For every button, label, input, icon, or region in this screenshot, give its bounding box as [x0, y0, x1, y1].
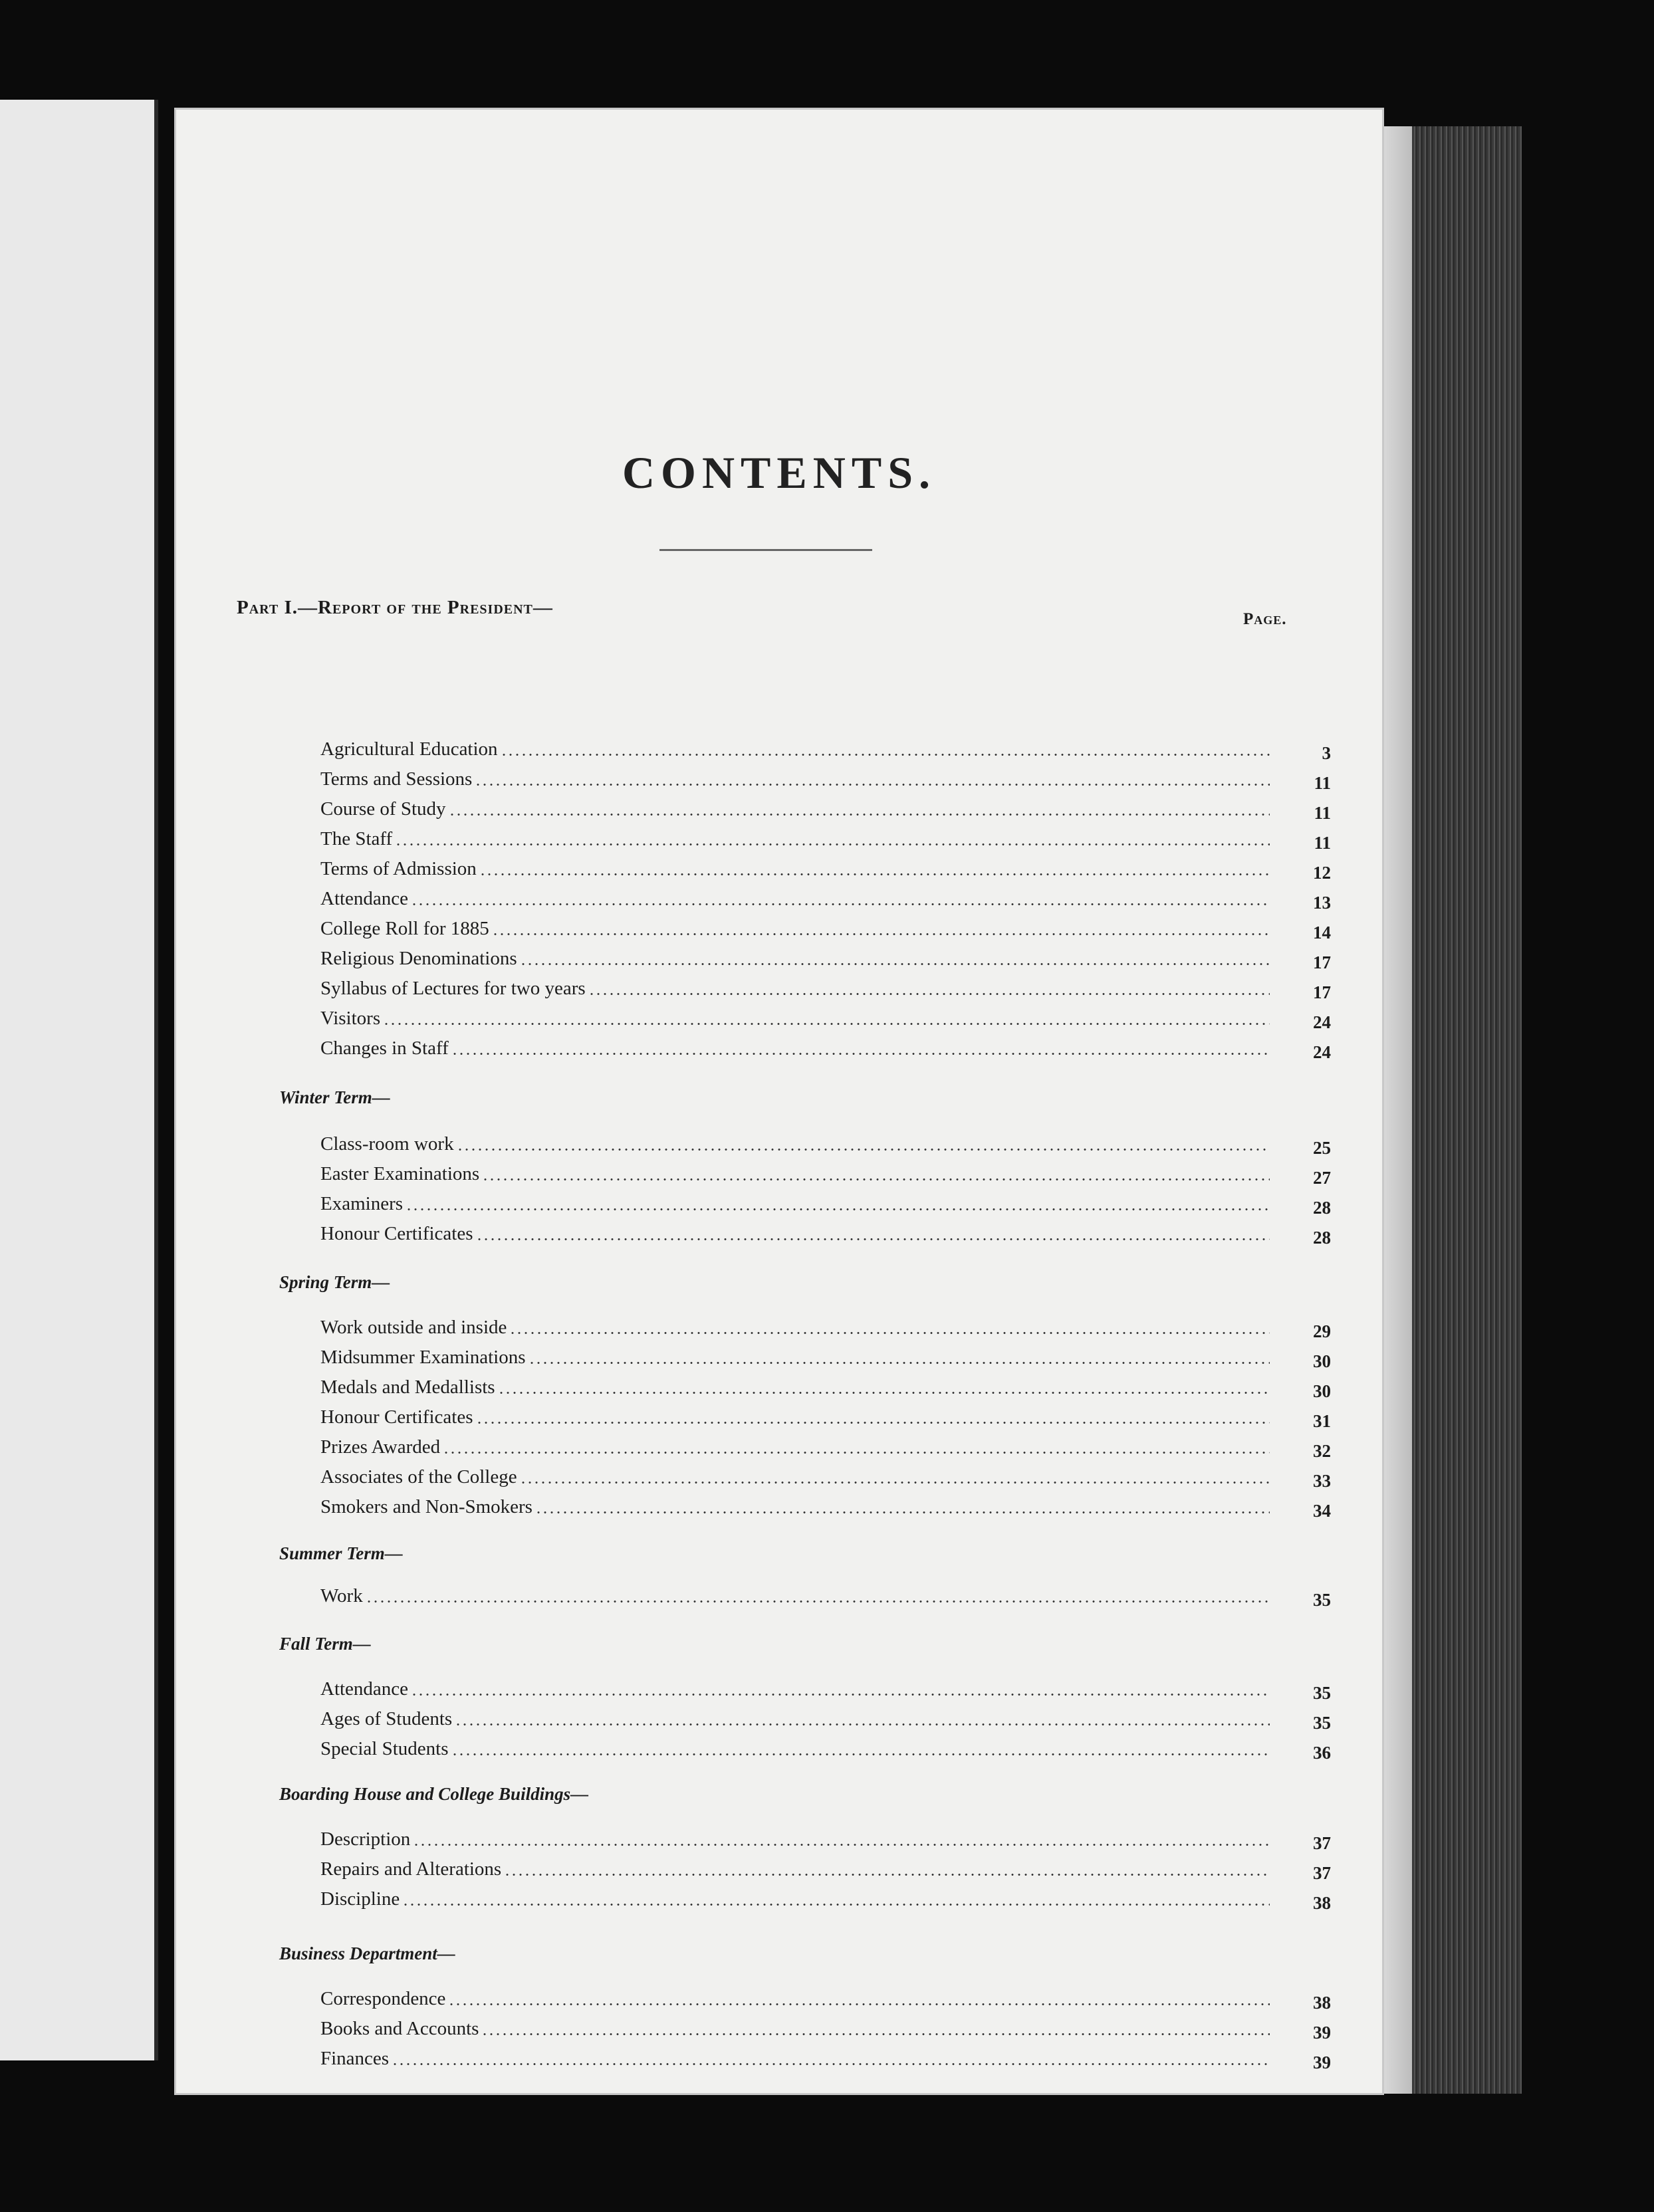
dot-leader: [509, 1332, 1270, 1334]
dot-leader: [475, 784, 1270, 786]
dot-leader: [455, 1723, 1270, 1725]
toc-page-number: 31: [1313, 1411, 1331, 1431]
toc-page-number: 28: [1313, 1198, 1331, 1218]
dot-leader: [448, 2003, 1270, 2005]
toc-entry: [320, 734, 1270, 760]
toc-entry: [320, 943, 1270, 970]
dot-leader: [482, 1178, 1270, 1180]
dot-leader: [476, 1422, 1270, 1424]
dot-leader: [492, 933, 1270, 935]
toc-entry-label: Medals and Medallists: [320, 1377, 495, 1398]
toc-entry: [320, 1674, 1270, 1700]
toc-entry-label: Work: [320, 1585, 363, 1606]
toc-entry-label: Ages of Students: [320, 1708, 453, 1729]
toc-entry-label: Agricultural Education: [320, 738, 498, 760]
toc-entry-label: Changes in Staff: [320, 1038, 449, 1059]
dot-leader: [413, 1844, 1270, 1846]
toc-page-number: 17: [1313, 952, 1331, 972]
toc-entry-label: Terms of Admission: [320, 858, 477, 879]
toc-entry-label: Repairs and Alterations: [320, 1858, 502, 1880]
toc-entry: [320, 2013, 1270, 2040]
book-fore-edge: [1412, 126, 1522, 2094]
toc-page-number: 3: [1322, 743, 1331, 763]
toc-entry-label: Examiners: [320, 1193, 404, 1214]
toc-page-number: 11: [1314, 833, 1331, 853]
toc-entry: [320, 1312, 1270, 1339]
page-column-header: Page.: [1243, 610, 1287, 628]
left-page-edge: [0, 100, 158, 2060]
dot-leader: [411, 903, 1270, 905]
dot-leader: [451, 1053, 1270, 1055]
toc-page-number: 35: [1313, 1590, 1331, 1610]
section-heading: Winter Term—: [279, 1087, 390, 1107]
page-title: CONTENTS.: [622, 447, 937, 498]
toc-entry: [320, 1402, 1270, 1428]
toc-page-number: 27: [1313, 1168, 1331, 1188]
toc-entry: [320, 764, 1270, 790]
section-heading: Fall Term—: [279, 1634, 371, 1654]
toc-entry: [320, 794, 1270, 820]
toc-entry: [320, 1432, 1270, 1458]
toc-entry: [320, 853, 1270, 880]
section-heading: Spring Term—: [279, 1272, 390, 1292]
dot-leader: [535, 1511, 1270, 1513]
toc-entry: [320, 1824, 1270, 1850]
toc-entry: [320, 1983, 1270, 2010]
toc-entry-label: College Roll for 1885: [320, 918, 489, 939]
toc-entry: [320, 2043, 1270, 2070]
toc-entry: [320, 1704, 1270, 1730]
toc-entry-label: Syllabus of Lectures for two years: [320, 978, 586, 999]
dot-leader: [443, 1452, 1270, 1454]
dot-leader: [498, 1392, 1270, 1394]
toc-entry-label: Finances: [320, 2048, 390, 2069]
toc-entry: [320, 1733, 1270, 1760]
dot-leader: [520, 963, 1270, 965]
toc-page-number: 34: [1313, 1501, 1331, 1521]
toc-page-number: 36: [1313, 1743, 1331, 1763]
toc-entry-label: Discipline: [320, 1888, 400, 1910]
toc-page-number: 35: [1313, 1683, 1331, 1703]
toc-entry: [320, 1884, 1270, 1910]
toc-page-number: 39: [1313, 2023, 1331, 2043]
dot-leader: [383, 1023, 1270, 1025]
toc-entry-label: Terms and Sessions: [320, 768, 473, 790]
toc-page-number: 14: [1313, 923, 1331, 942]
toc-entry: [320, 1033, 1270, 1059]
toc-entry: [320, 1581, 1270, 1607]
section-heading: Summer Term—: [279, 1543, 403, 1563]
toc-page-number: 13: [1313, 893, 1331, 913]
dot-leader: [588, 993, 1270, 995]
toc-page-number: 11: [1314, 773, 1331, 793]
toc-page-number: 30: [1313, 1381, 1331, 1401]
dot-leader: [520, 1482, 1270, 1484]
toc-page-number: 12: [1313, 863, 1331, 883]
dot-leader: [501, 754, 1270, 756]
toc-entry-label: Correspondence: [320, 1988, 446, 2009]
dot-leader: [406, 1208, 1270, 1210]
toc-page-number: 32: [1313, 1441, 1331, 1461]
toc-entry: [320, 1854, 1270, 1880]
dot-leader: [402, 1904, 1270, 1906]
toc-page-number: 39: [1313, 2052, 1331, 2072]
dot-leader: [504, 1874, 1270, 1876]
toc-entry: [320, 1003, 1270, 1030]
toc-entry: [320, 1462, 1270, 1488]
toc-entry-label: The Staff: [320, 828, 393, 849]
toc-entry: [320, 1129, 1270, 1155]
toc-entry: [320, 1372, 1270, 1398]
toc-entry-label: Easter Examinations: [320, 1163, 480, 1184]
part-heading: Part I.—Report of the President—: [237, 597, 553, 618]
toc-page-number: 17: [1313, 982, 1331, 1002]
toc-entry: [320, 1159, 1270, 1185]
toc-entry-label: Special Students: [320, 1738, 449, 1759]
dot-leader: [451, 1753, 1270, 1755]
toc-entry: [320, 913, 1270, 940]
toc-page-number: 24: [1313, 1042, 1331, 1062]
toc-entry: [320, 883, 1270, 910]
dot-leader: [366, 1601, 1270, 1603]
toc-entry-label: Class-room work: [320, 1133, 454, 1155]
toc-entry-label: Religious Denominations: [320, 948, 517, 969]
toc-page-number: 29: [1313, 1321, 1331, 1341]
page-stack-edge: [1384, 126, 1412, 2094]
toc-entry-label: Course of Study: [320, 798, 446, 820]
toc-entry: [320, 973, 1270, 1000]
toc-entry-label: Attendance: [320, 1678, 409, 1700]
toc-entry-label: Honour Certificates: [320, 1223, 473, 1244]
toc-entry-label: Visitors: [320, 1008, 381, 1029]
section-heading: Business Department—: [279, 1943, 455, 1963]
toc-page-number: 38: [1313, 1993, 1331, 2013]
toc-entry: [320, 824, 1270, 850]
dot-leader: [411, 1694, 1270, 1696]
toc-page-number: 37: [1313, 1863, 1331, 1883]
toc-page-number: 33: [1313, 1471, 1331, 1491]
toc-entry-label: Smokers and Non-Smokers: [320, 1496, 532, 1517]
toc-page-number: 25: [1313, 1138, 1331, 1158]
contents-page: [174, 108, 1384, 2095]
toc-page-number: 28: [1313, 1228, 1331, 1248]
toc-page-number: 38: [1313, 1893, 1331, 1913]
toc-entry: [320, 1492, 1270, 1518]
toc-page-number: 30: [1313, 1351, 1331, 1371]
toc-page-number: 24: [1313, 1012, 1331, 1032]
toc-entry-label: Description: [320, 1828, 411, 1850]
toc-page-number: 35: [1313, 1713, 1331, 1733]
dot-leader: [476, 1238, 1270, 1240]
dot-leader: [392, 2063, 1270, 2065]
toc-entry: [320, 1218, 1270, 1245]
dot-leader: [529, 1362, 1270, 1364]
toc-entry-label: Attendance: [320, 888, 409, 909]
toc-entry: [320, 1188, 1270, 1215]
toc-entry-label: Work outside and inside: [320, 1317, 507, 1338]
toc-entry-label: Associates of the College: [320, 1466, 517, 1488]
toc-entry-label: Midsummer Examinations: [320, 1347, 526, 1368]
toc-page-number: 11: [1314, 803, 1331, 823]
dot-leader: [479, 873, 1270, 875]
title-divider: [659, 549, 872, 551]
toc-entry-label: Books and Accounts: [320, 2018, 479, 2039]
dot-leader: [395, 843, 1270, 845]
section-heading: Boarding House and College Buildings—: [279, 1784, 589, 1804]
toc-entry: [320, 1342, 1270, 1369]
toc-entry-label: Honour Certificates: [320, 1406, 473, 1428]
dot-leader: [457, 1149, 1270, 1151]
dot-leader: [449, 814, 1270, 816]
toc-page-number: 37: [1313, 1833, 1331, 1853]
toc-entry-label: Prizes Awarded: [320, 1436, 441, 1458]
dot-leader: [481, 2033, 1270, 2035]
